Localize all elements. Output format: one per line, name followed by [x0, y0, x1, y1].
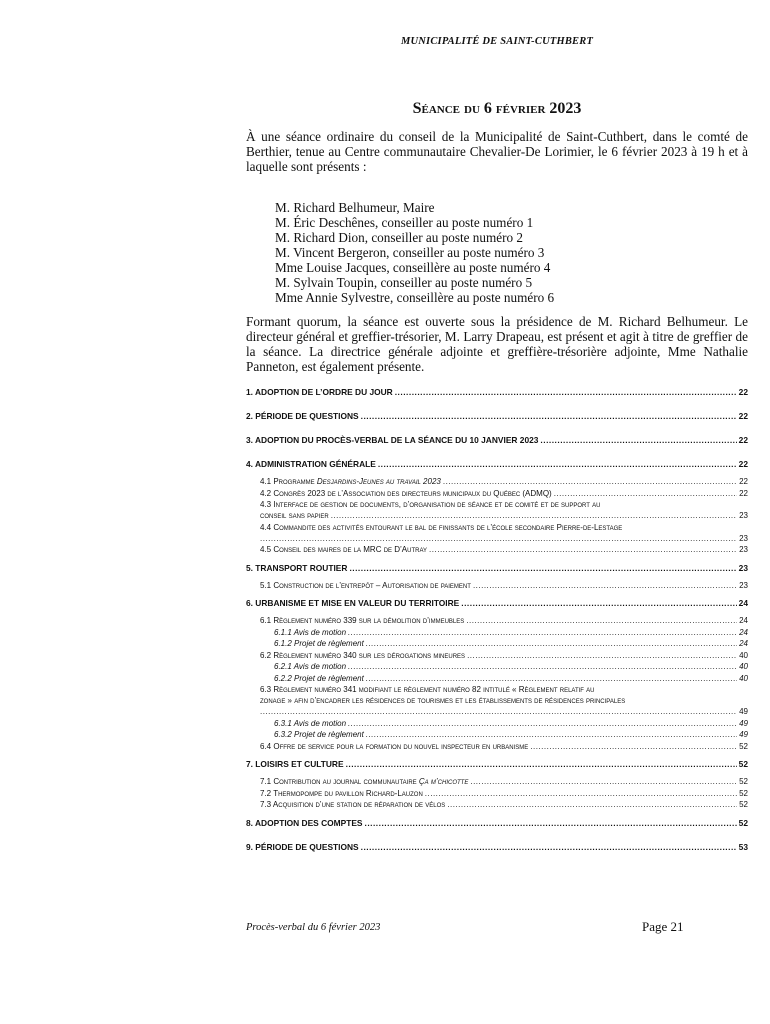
toc-entry-6-2-2[interactable]: 6.2.2 Projet de règlement ..... 40 [246, 673, 748, 685]
toc-entry-4-4-line2[interactable]: ..... 23 [246, 533, 748, 545]
toc-entry-4-1[interactable]: 4.1 Programme Desjardins-Jeunes au travail 2023 ..... 22 [246, 476, 748, 488]
toc-entry-4-3-line2[interactable]: conseil sans papier ..... 23 [246, 510, 748, 522]
intro-paragraph: À une séance ordinaire du conseil de la Municipalité de Saint-Cuthbert, dans le comté de Berthier, tenue au Centre communautaire Chevalier-De Lorimier, le 6 février 2023 à 19 h et à laquelle sont présents : [246, 129, 748, 174]
attendee: M. Éric Deschênes, conseiller au poste numéro 1 [275, 215, 534, 230]
toc-entry-7[interactable]: 7. LOISIRS ET CULTURE ..... 52 [246, 758, 748, 770]
attendee: M. Vincent Bergeron, conseiller au poste numéro 3 [275, 245, 545, 260]
toc-entry-8[interactable]: 8. ADOPTION DES COMPTES ..... 52 [246, 817, 748, 829]
toc-entry-4-4-line1[interactable]: 4.4 Commandite des activités entourant le bal de finissants de l’école secondaire Pierre-de-Lestage [260, 522, 623, 532]
toc-entry-4-2[interactable]: 4.2 Congrès 2023 de l’Association des directeurs municipaux du Québec (ADMQ) ..... 22 [246, 488, 748, 500]
toc-entry-2[interactable]: 2. PÉRIODE DE QUESTIONS ..... 22 [246, 410, 748, 422]
toc-entry-6[interactable]: 6. URBANISME ET MISE EN VALEUR DU TERRITOIRE ..... 24 [246, 597, 748, 609]
table-of-contents [246, 386, 748, 853]
attendee: Mme Louise Jacques, conseillère au poste numéro 4 [275, 260, 551, 275]
toc-entry-5[interactable]: 5. TRANSPORT ROUTIER ..... 23 [246, 562, 748, 574]
toc-entry-3[interactable]: 3. ADOPTION DU PROCÈS-VERBAL DE LA SÉANCE DU 10 JANVIER 2023 ..... 22 [246, 434, 748, 446]
attendee: Mme Annie Sylvestre, conseillère au poste numéro 6 [275, 290, 555, 305]
attendee: M. Richard Belhumeur, Maire [275, 200, 435, 215]
toc-entry-6-1[interactable]: 6.1 Règlement numéro 339 sur la démolition d’immeubles ..... 24 [246, 615, 748, 627]
toc-entry-6-3-line3[interactable]: ..... 49 [246, 706, 748, 718]
toc-entry-7-3[interactable]: 7.3 Acquisition d’une station de réparation de vélos ..... 52 [246, 799, 748, 811]
toc-entry-4[interactable]: 4. ADMINISTRATION GÉNÉRALE ..... 22 [246, 458, 748, 470]
toc-entry-4-3-line1[interactable]: 4.3 Interface de gestion de documents, d’organisation de séance et de comité et de support au [260, 500, 601, 509]
toc-entry-6-1-1[interactable]: 6.1.1 Avis de motion ..... 24 [246, 627, 748, 639]
running-header: MUNICIPALITÉ DE SAINT-CUTHBERT [400, 36, 594, 47]
toc-entry-5-1[interactable]: 5.1 Construction de l’entrepôt – Autorisation de paiement ..... 23 [246, 580, 748, 592]
toc-entry-7-2[interactable]: 7.2 Thermopompe du pavillon Richard-Lauzon ..... 52 [246, 788, 748, 800]
toc-entry-6-3-1[interactable]: 6.3.1 Avis de motion ..... 49 [246, 718, 748, 730]
attendee: M. Sylvain Toupin, conseiller au poste numéro 5 [275, 275, 533, 290]
toc-entry-6-3-line2[interactable]: zonage » afin d’encadrer les résidences de tourismes et les établissements de résidences principales [260, 696, 626, 705]
toc-entry-9[interactable]: 9. PÉRIODE DE QUESTIONS ..... 53 [246, 841, 748, 853]
footer-document-title: Procès-verbal du 6 février 2023 [246, 922, 381, 933]
quorum-paragraph: Formant quorum, la séance est ouverte sous la présidence de M. Richard Belhumeur. Le directeur général et greffier-trésorier, M. Larry Drapeau, est présent et agit à titre de greffier de la séance. La directrice générale adjointe et greffière-trésorière adjointe, Mme Nathalie Panneton, est également présente. [246, 314, 748, 374]
toc-entry-1[interactable]: 1. ADOPTION DE L’ORDRE DU JOUR ..... 22 [246, 386, 748, 398]
toc-entry-6-2[interactable]: 6.2 Règlement numéro 340 sur les dérogations mineures ..... 40 [246, 650, 748, 662]
toc-entry-6-3-2[interactable]: 6.3.2 Projet de règlement ..... 49 [246, 729, 748, 741]
footer-page-number: Page 21 [642, 919, 684, 934]
toc-entry-7-1[interactable]: 7.1 Contribution au journal communautaire Ça m’chicotte ..... 52 [246, 776, 748, 788]
page-title: Séance du 6 février 2023 [412, 100, 582, 117]
toc-entry-6-2-1[interactable]: 6.2.1 Avis de motion ..... 40 [246, 661, 748, 673]
toc-entry-4-5[interactable]: 4.5 Conseil des maires de la MRC de D’Autray ..... 23 [246, 544, 748, 556]
attendee: M. Richard Dion, conseiller au poste numéro 2 [275, 230, 523, 245]
toc-entry-6-4[interactable]: 6.4 Offre de service pour la formation du nouvel inspecteur en urbanisme ..... 52 [246, 741, 748, 753]
attendees-list [275, 200, 745, 305]
toc-entry-6-1-2[interactable]: 6.1.2 Projet de règlement ..... 24 [246, 638, 748, 650]
toc-entry-6-3-line1[interactable]: 6.3 Règlement numéro 341 modifiant le règlement numéro 82 intitulé « Règlement relatif au [260, 685, 595, 694]
